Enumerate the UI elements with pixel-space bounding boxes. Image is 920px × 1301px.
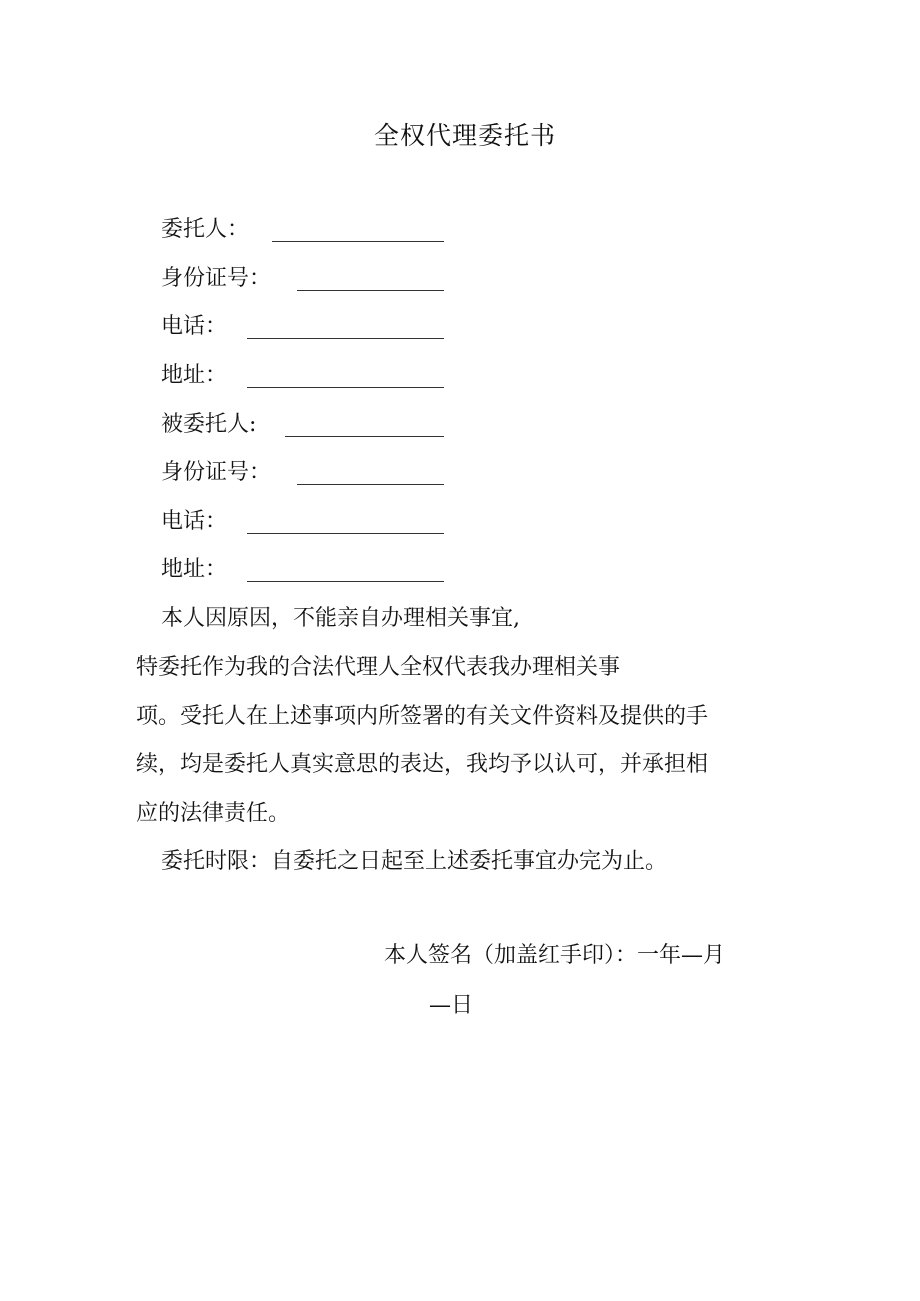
principal-name-label: 委托人： xyxy=(161,217,250,242)
agent-name-label: 被委托人: xyxy=(161,412,257,437)
body-line-4: 续，均是委托人真实意思的表达，我均予以认可，并承担相 xyxy=(136,752,709,777)
body-line-2: 特委托作为我的合法代理人全权代表我办理相关事 xyxy=(136,655,621,680)
principal-name-blank[interactable] xyxy=(272,241,444,242)
principal-address-label: 地址： xyxy=(161,363,228,388)
principal-phone-blank[interactable] xyxy=(247,338,444,339)
agent-id-label: 身份证号： xyxy=(161,460,272,485)
term-line: 委托时限：自委托之日起至上述委托事宜办完为止。 xyxy=(161,849,668,874)
agent-id-blank[interactable] xyxy=(297,484,444,485)
body-line-1: 本人因原因，不能亲自办理相关事宜, xyxy=(161,606,520,631)
body-line-3: 项。受托人在上述事项内所签署的有关文件资料及提供的手 xyxy=(136,704,709,729)
agent-name-row xyxy=(161,408,256,442)
principal-phone-row xyxy=(161,310,227,344)
agent-phone-label: 电话： xyxy=(161,509,228,534)
principal-address-blank[interactable] xyxy=(247,387,444,388)
principal-id-blank[interactable] xyxy=(297,290,444,291)
signature-line: 本人签名（加盖红手印）：一年—月 xyxy=(384,943,726,968)
principal-id-row xyxy=(161,262,271,296)
agent-name-blank[interactable] xyxy=(285,436,444,437)
principal-name-row xyxy=(161,213,249,247)
agent-phone-row xyxy=(161,505,227,539)
agent-phone-blank[interactable] xyxy=(247,533,444,534)
agent-address-row xyxy=(161,553,227,587)
document-title: 全权代理委托书 xyxy=(373,121,556,150)
signature-date-tail: —日 xyxy=(429,993,474,1018)
principal-id-label: 身份证号： xyxy=(161,266,272,291)
agent-address-blank[interactable] xyxy=(247,581,444,582)
principal-address-row xyxy=(161,359,227,393)
principal-phone-label: 电话： xyxy=(161,314,228,339)
body-line-5: 应的法律责任。 xyxy=(136,801,291,826)
agent-address-label: 地址： xyxy=(161,557,228,582)
agent-id-row xyxy=(161,456,271,490)
